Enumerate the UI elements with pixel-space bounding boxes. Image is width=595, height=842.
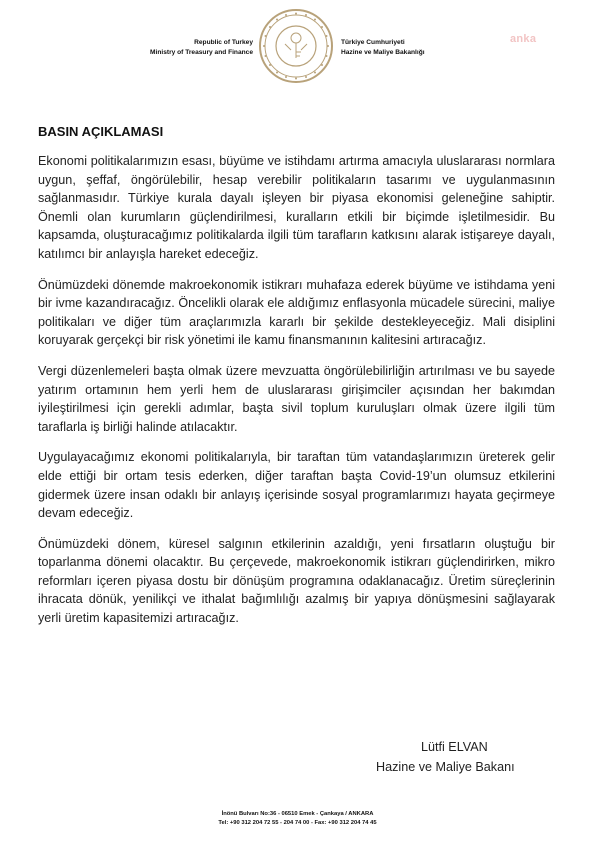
paragraph-2: Önümüzdeki dönemde makroekonomik istikrarı muhafaza ederek büyüme ve istihdama yeni bir ivme kazandıracağız. Öncelikli olarak ele aldığımız enflasyonla mücadele sürecini, maliye politikaları ve diğer tüm araçlarımızla kararlı bir şekilde destekleyeceğiz. Mali disiplini koruyarak gerçekçi bir risk yönetimi ile kamu finansmanının kalitesini artıracağız. [38,277,555,348]
letterhead-english [150,38,253,58]
paragraph-5: Önümüzdeki dönem, küresel salgının etkilerinin azaldığı, yeni fırsatların oluştuğu bir toparlanma dönemi olacaktır. Bu çerçevede, makroekonomik istikrarı güçlendirirken, mikro reformları içeren piyasa dostu bir dönüşüm programına odaklanacağız. Üretim süreçlerinin ihracata dönük, yenilikçi ve ithalat bağımlılığı azalmış bir yapıya dönüşmesini sağlayarak yerli üretim kapasitemizi artıracağız. [38,536,555,626]
signatory-title: Hazine ve Maliye Bakanı [376,760,515,774]
paragraph-3: Vergi düzenlemeleri başta olmak üzere mevzuatta öngörülebilirliğin artırılması ve bu sayede yatırım ortamının hem yerli hem de uluslararası girişimciler açısından her bakımdan iyileştirilmesi için gerekli adımlar, başta sivil toplum kuruluşları olmak üzere ilgili tüm taraflarla iş birliği halinde atılacaktır. [38,363,555,434]
letterhead-turkish [341,38,425,58]
paragraph-1: Ekonomi politikalarımızın esası, büyüme ve istihdamı artırma amacıyla uluslararası normlara uygun, şeffaf, öngörülebilir, hesap verebilir politikaların tasarımı ve uygulanmasının sağlanmasıdır. Türkiye kurala dayalı işleyen bir piyasa ekonomisi geleneğine sahiptir. Önemli olan kurumların güçlendirilmesi, kuralların etkili bir biçimde işletilmesidir. Bu kapsamda, oluşturacağımız politikalarda ilgili tüm tarafların katkısını alarak istişareye dayalı, katılımcı bir anlayışla hareket edeceğiz. [38,154,555,261]
footer [0,810,595,828]
letterhead-turkish-line-1: Türkiye Cumhuriyeti [341,39,405,46]
anka-watermark: anka [510,33,537,45]
document-body [38,152,555,640]
paragraph-4: Uygulayacağımız ekonomi politikalarıyla, bir taraftan tüm vatandaşlarımızın üreterek gelir elde ettiği bir ortam tesis ederken, diğer taraftan başta Covid-19’un olumsuz etkilerini gidermek üzere insan odaklı bir anlayış içerisinde sosyal programlarımızı hayata geçirmeye devam edeceğiz. [38,450,555,521]
letterhead-english-line-1: Republic of Turkey [194,39,253,46]
signature-block [376,737,546,777]
letterhead [0,0,595,110]
ministry-seal-icon [258,8,334,84]
footer-address: İnönü Bulvarı No:36 - 06510 Emek - Çankaya / ANKARA [221,811,374,817]
document-title: BASIN AÇIKLAMASI [38,124,164,139]
footer-contact: Tel: +90 312 204 72 55 - 204 74 00 - Fax: +90 312 204 74 45 [218,820,377,826]
signatory-name: Lütfi ELVAN [421,740,488,754]
letterhead-english-line-2: Ministry of Treasury and Finance [150,49,253,56]
letterhead-turkish-line-2: Hazine ve Maliye Bakanlığı [341,49,425,56]
